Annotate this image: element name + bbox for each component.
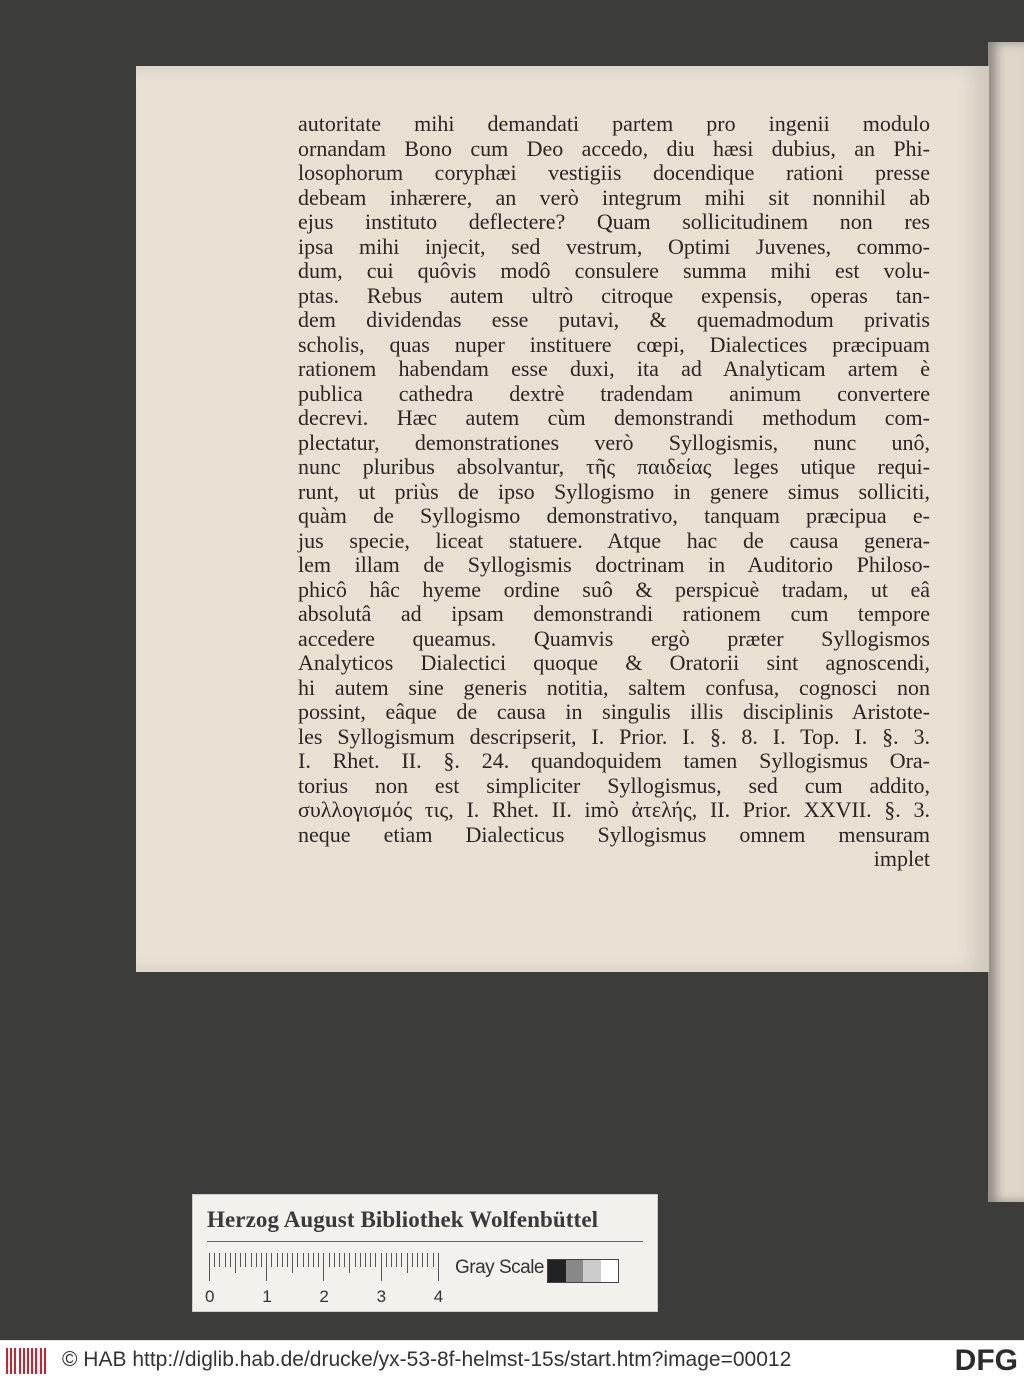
dfg-stripe xyxy=(27,1348,29,1374)
ruler-number: 1 xyxy=(262,1287,272,1306)
text-line: absolutâ ad ipsam demonstrandi rationem cum tempore xyxy=(298,601,930,626)
ruler-tick xyxy=(339,1253,340,1267)
text-line: neque etiam Dialecticus Syllogismus omnem mensuram xyxy=(298,821,930,847)
ruler-tick xyxy=(396,1253,397,1267)
dfg-stripe xyxy=(44,1348,46,1374)
text-line: losophorum coryphæi vestigiis docendique rationi presse xyxy=(298,160,930,185)
source-url-text[interactable]: © HAB http://diglib.hab.de/drucke/yx-53-8f-helmst-15s/start.htm?image=00012 xyxy=(62,1348,792,1371)
ruler-tick xyxy=(407,1253,408,1273)
text-line: Analyticos Dialectici quoque & Oratorii sint agnoscendi, xyxy=(298,650,930,675)
ruler-number: 3 xyxy=(376,1287,387,1306)
ruler-tick xyxy=(292,1253,293,1273)
ruler-tick xyxy=(245,1253,246,1267)
ruler-tick xyxy=(391,1253,392,1267)
dfg-stripe xyxy=(40,1348,42,1374)
text-line: dem dividendas esse putavi, & quemadmodum privatis xyxy=(298,307,930,332)
ruler-tick xyxy=(344,1253,345,1267)
text-line: nunc pluribus absolvantur, τῆς παιδείας leges utique requi- xyxy=(298,454,930,479)
ruler-tick xyxy=(365,1253,366,1267)
ruler-tick xyxy=(266,1253,267,1281)
ruler-tick xyxy=(251,1253,252,1267)
ruler-tick xyxy=(287,1253,288,1267)
ruler-tick xyxy=(282,1253,283,1267)
text-line: hi autem sine generis notitia, saltem confusa, cognosci non xyxy=(298,674,930,700)
ruler-tick xyxy=(240,1253,241,1267)
text-line: lem illam de Syllogismis doctrinam in Auditorio Philoso- xyxy=(298,552,930,577)
library-title: Herzog August Bibliothek Wolfenbüttel xyxy=(207,1207,599,1232)
text-line: les Syllogismum descripserit, I. Prior. I. §. 8. I. Top. I. §. 3. xyxy=(298,723,930,749)
gray-scale-swatches xyxy=(547,1259,619,1283)
centimeter-ruler xyxy=(209,1253,439,1281)
text-line: jus specie, liceat statuere. Atque hac de causa genera- xyxy=(298,527,930,553)
adjacent-page-edge xyxy=(988,42,1024,1202)
text-line: phicô hâc hyeme ordine suô & perspicuè tradam, ut eâ xyxy=(298,576,930,602)
ruler-tick xyxy=(261,1253,262,1267)
ruler-number: 2 xyxy=(319,1287,329,1306)
ruler-tick xyxy=(386,1253,387,1267)
dfg-stripe xyxy=(19,1348,21,1374)
ruler-tick xyxy=(433,1253,434,1267)
text-line: dum, cui quôvis modô consulere summa mihi est volu- xyxy=(298,258,930,283)
title-rule xyxy=(207,1241,643,1242)
text-line: ipsa mihi injecit, sed vestrum, Optimi Juvenes, commo- xyxy=(298,233,930,259)
ruler-tick xyxy=(329,1253,330,1267)
text-line: ornandam Bono cum Deo accedo, diu hæsi dubius, an Phi- xyxy=(298,135,930,161)
ruler-tick xyxy=(422,1253,423,1267)
ruler-tick xyxy=(256,1253,257,1267)
ruler-tick xyxy=(412,1253,413,1267)
text-line: accedere queamus. Quamvis ergò præter Syllogismos xyxy=(298,625,930,651)
ruler-tick xyxy=(214,1253,215,1267)
ruler-tick xyxy=(349,1253,350,1273)
ruler-tick xyxy=(360,1253,361,1267)
ruler-tick xyxy=(235,1253,236,1273)
ruler-number: 0 xyxy=(205,1287,215,1306)
ruler-tick xyxy=(438,1253,439,1281)
gray-swatch xyxy=(566,1260,584,1282)
text-line: implet xyxy=(873,846,930,871)
gray-scale-label: Gray Scale xyxy=(455,1257,544,1278)
gray-swatch xyxy=(583,1260,601,1282)
dfg-logo: DFG xyxy=(954,1344,1018,1377)
ruler-tick xyxy=(230,1253,231,1267)
ruler-tick xyxy=(277,1253,278,1267)
ruler-tick xyxy=(323,1253,324,1281)
ruler-tick xyxy=(219,1253,220,1267)
text-line: I. Rhet. II. §. 24. quandoquidem tamen Syllogismus Ora- xyxy=(298,748,930,773)
text-line: ptas. Rebus autem ultrò citroque expensis, operas tan- xyxy=(298,282,930,308)
ruler-tick xyxy=(355,1253,356,1267)
dfg-stripe xyxy=(23,1348,25,1374)
dfg-stripe xyxy=(35,1348,37,1374)
dfg-stripe xyxy=(31,1348,33,1374)
ruler-number: 4 xyxy=(433,1287,444,1306)
ruler-tick xyxy=(209,1253,210,1281)
dfg-stripes-icon xyxy=(6,1348,48,1374)
ruler-tick xyxy=(427,1253,428,1267)
ruler-tick xyxy=(313,1253,314,1267)
color-target-card xyxy=(192,1194,658,1312)
text-line: torius non est simpliciter Syllogismus, sed cum addito, xyxy=(298,772,930,798)
viewer-footer xyxy=(0,1340,1024,1379)
text-line: debeam inhærere, an verò integrum mihi sit nonnihil ab xyxy=(298,184,930,210)
text-line: scholis, quas nuper instituere cœpi, Dialectices præcipuam xyxy=(298,331,930,357)
ruler-tick xyxy=(303,1253,304,1267)
ruler-tick xyxy=(271,1253,272,1267)
text-line: possint, eâque de causa in singulis illis disciplinis Aristote- xyxy=(298,699,930,724)
ruler-tick xyxy=(297,1253,298,1267)
ruler-tick xyxy=(417,1253,418,1267)
text-line: publica cathedra dextrè tradendam animum convertere xyxy=(298,380,930,406)
ruler-tick xyxy=(381,1253,382,1281)
text-line: συλλογισμός τις, I. Rhet. II. imò ἀτελής, II. Prior. XXVII. §. 3. xyxy=(298,797,930,822)
dfg-stripe xyxy=(6,1348,8,1374)
ruler-tick xyxy=(401,1253,402,1267)
ruler-tick xyxy=(375,1253,376,1267)
text-line: decrevi. Hæc autem cùm demonstrandi methodum com- xyxy=(298,405,930,430)
text-line: quàm de Syllogismo demonstrativo, tanquam præcipua e- xyxy=(298,503,930,528)
dfg-stripe xyxy=(10,1348,12,1374)
ruler-tick xyxy=(370,1253,371,1267)
ruler-tick xyxy=(318,1253,319,1267)
document-text xyxy=(298,112,930,872)
text-line: runt, ut priùs de ipso Syllogismo in genere simus solliciti, xyxy=(298,478,930,504)
ruler-tick xyxy=(308,1253,309,1267)
ruler-tick xyxy=(225,1253,226,1267)
text-line: plectatur, demonstrationes verò Syllogismis, nunc unô, xyxy=(298,429,930,455)
dfg-stripe xyxy=(14,1348,16,1374)
gray-swatch xyxy=(548,1260,566,1282)
text-line: autoritate mihi demandati partem pro ingenii modulo xyxy=(298,111,930,136)
ruler-tick xyxy=(334,1253,335,1267)
text-line: rationem habendam esse duxi, ita ad Analyticam artem è xyxy=(298,356,930,381)
gray-swatch xyxy=(601,1260,619,1282)
text-line: ejus instituto deflectere? Quam sollicitudinem non res xyxy=(298,209,930,234)
